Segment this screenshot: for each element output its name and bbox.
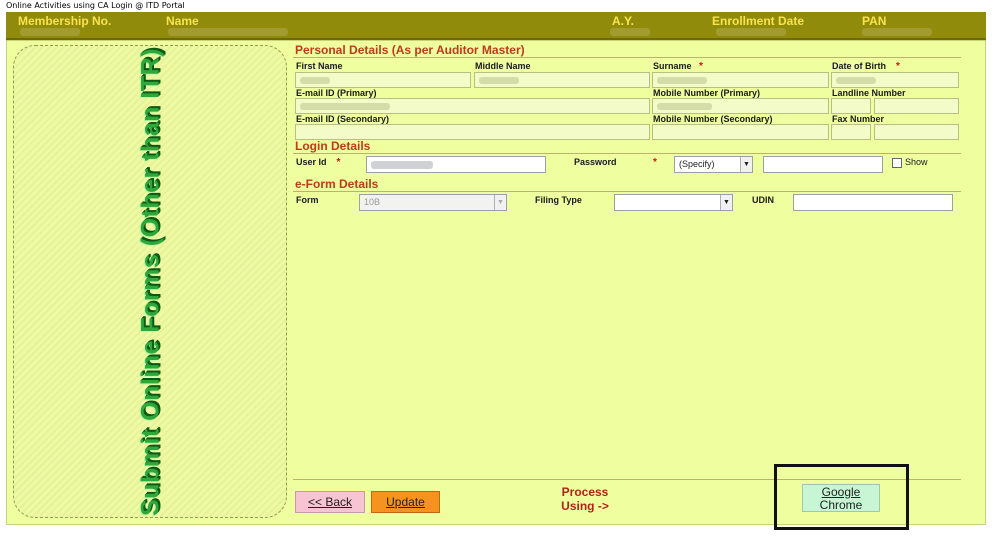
- first-name-label: First Name: [296, 61, 343, 71]
- highlight-box: [774, 464, 909, 530]
- back-button[interactable]: << Back: [295, 491, 365, 513]
- membership-value-redacted: [20, 28, 80, 36]
- section-divider: [293, 191, 961, 192]
- surname-field: [652, 72, 829, 88]
- fax-number-field: [874, 124, 959, 140]
- password-required-mark: *: [653, 157, 657, 168]
- filing-type-label: Filing Type: [535, 195, 582, 205]
- middle-name-field: [474, 72, 650, 88]
- section-divider: [293, 153, 961, 154]
- main-panel: [6, 40, 986, 525]
- email-primary-label: E-mail ID (Primary): [296, 88, 377, 98]
- eform-details-title: e-Form Details: [295, 177, 379, 191]
- mobile-primary-field: [652, 98, 829, 114]
- membership-label: Membership No.: [18, 14, 112, 28]
- mobile-secondary-field: [652, 124, 829, 140]
- password-input[interactable]: [763, 156, 883, 173]
- pan-label: PAN: [862, 14, 887, 28]
- landline-code-field: [831, 98, 871, 114]
- password-type-select[interactable]: (Specify) ▼: [674, 156, 753, 173]
- enrollment-date-label: Enrollment Date: [712, 14, 805, 28]
- middle-name-label: Middle Name: [475, 61, 531, 71]
- mobile-secondary-label: Mobile Number (Secondary): [653, 114, 773, 124]
- side-banner-title: Submit Online Forms (Other than ITR): [136, 48, 165, 516]
- name-value-redacted: [168, 28, 288, 36]
- filing-type-select[interactable]: [614, 194, 733, 211]
- chevron-down-icon: ▼: [494, 195, 506, 210]
- ay-value-redacted: [610, 28, 650, 36]
- user-id-input[interactable]: [366, 156, 546, 173]
- chevron-down-icon: ▼: [720, 195, 732, 210]
- form-label: Form: [296, 195, 319, 205]
- personal-details-title: Personal Details (As per Auditor Master): [295, 43, 525, 57]
- landline-label: Landline Number: [832, 88, 906, 98]
- enrollment-value-redacted: [716, 28, 786, 36]
- show-password-checkbox[interactable]: [892, 158, 902, 168]
- name-label: Name: [166, 14, 199, 28]
- first-name-field: [295, 72, 471, 88]
- login-details-title: Login Details: [295, 139, 371, 153]
- header-bar: [6, 12, 986, 40]
- user-id-label: User Id *: [296, 157, 341, 168]
- window-title: Online Activities using CA Login @ ITD Portal: [0, 0, 1000, 12]
- email-secondary-field: [295, 124, 650, 140]
- fax-code-field: [831, 124, 871, 140]
- section-divider: [293, 57, 961, 58]
- fax-label: Fax Number: [832, 114, 885, 124]
- pan-value-redacted: [862, 28, 932, 36]
- update-button[interactable]: Update: [371, 491, 440, 513]
- side-banner: [13, 45, 287, 518]
- dob-field: [831, 72, 959, 88]
- landline-number-field: [874, 98, 959, 114]
- chevron-down-icon: ▼: [740, 157, 752, 172]
- ay-label: A.Y.: [612, 14, 635, 28]
- password-label: Password: [574, 157, 617, 167]
- mobile-primary-label: Mobile Number (Primary): [653, 88, 761, 98]
- email-secondary-label: E-mail ID (Secondary): [296, 114, 390, 124]
- show-password-label: Show: [905, 157, 928, 167]
- surname-label: Surname *: [653, 61, 703, 72]
- udin-label: UDIN: [752, 195, 774, 205]
- form-select[interactable]: 10B ▼: [359, 194, 507, 211]
- process-using-label: Process Using ->: [561, 485, 609, 513]
- email-primary-field: [295, 98, 650, 114]
- udin-input[interactable]: [793, 194, 953, 211]
- dob-label: Date of Birth *: [832, 61, 900, 72]
- google-chrome-button[interactable]: Google Chrome: [802, 484, 880, 512]
